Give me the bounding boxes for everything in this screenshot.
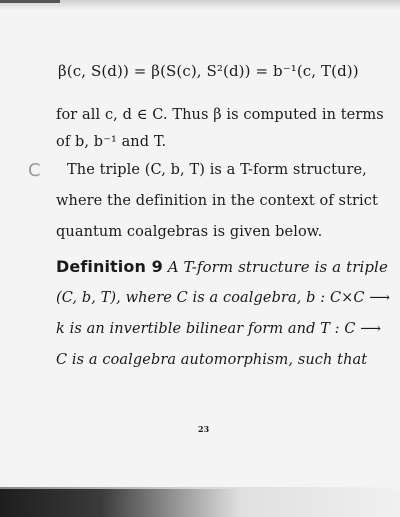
formula: β(c, S(d)) = β(S(c), S²(d)) = b⁻¹(c, T(d)) xyxy=(58,62,359,80)
text-line-10 xyxy=(56,352,367,368)
text-line-2: for all c, d ∈ C. Thus β is computed in terms xyxy=(56,107,384,123)
text-line-4: The triple (C, b, T) is a T-form structure, xyxy=(67,162,367,178)
scan-edge-bottom xyxy=(0,489,400,517)
text-line-5: where the definition in the context of strict xyxy=(56,193,378,209)
text-line-9 xyxy=(56,321,381,337)
margin-annotation: C xyxy=(28,160,41,181)
text-line-8-content: (C, b, T), where C is a coalgebra, b : C×C ⟶ xyxy=(56,290,391,306)
page-number: 23 xyxy=(198,424,210,434)
definition-heading: Definition 9 xyxy=(56,257,163,276)
text-line-8 xyxy=(56,290,390,306)
scan-mark-top xyxy=(0,0,60,3)
scan-edge-top xyxy=(0,0,400,10)
text-line-9-content: k is an invertible bilinear form and T : C ⟶ xyxy=(56,321,382,337)
text-line-6: quantum coalgebras is given below. xyxy=(56,224,323,240)
text-line-10-content: C is a coalgebra automorphism, such that xyxy=(56,352,368,368)
text-line-3: of b, b⁻¹ and T. xyxy=(56,134,167,150)
definition-text: A T-form structure is a triple xyxy=(162,258,388,276)
definition-line xyxy=(56,257,388,276)
